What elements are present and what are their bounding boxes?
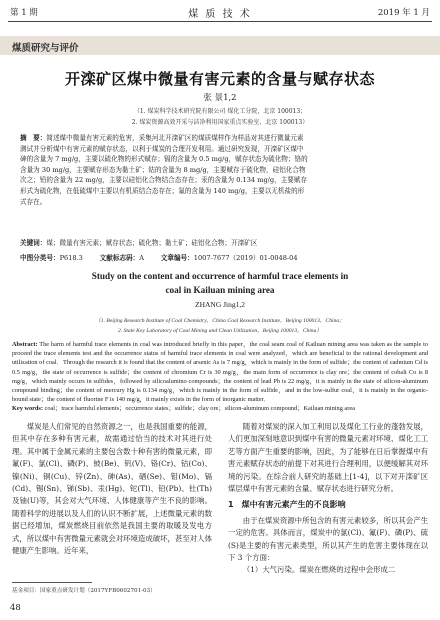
affiliation-en-1: （1. Beijing Research Institute of Coal Chemistry，China Coal Research Institute，Beijing 100013，China； [95, 318, 345, 324]
body-paragraph: 由于在煤炭资源中所包含的有害元素较多，所以其会产生一定的危害。具体而言，煤炭中的氯(Cl)、氟(F)、磷(P)、硫(S)是主要的有害元素类型，所以其产生的危害主要体现在以下 3 个方面： [228, 515, 428, 563]
section-label: 煤质研究与评价 [12, 43, 79, 54]
paper-title-en-line: coal in Kailuan mining area [165, 285, 275, 295]
header-date: 2019 年 1 月 [377, 8, 430, 18]
section-heading-1: 1 煤中有害元素产生的不良影响 [228, 500, 346, 510]
abstract-cn-line: 含量为 30 mg/g，主要赋存形态为黏土矿；钴的含量为 8 mg/g，主要赋存于硫化物，硅铝化合物 [20, 165, 306, 174]
abstract-en-label: Abstract: [12, 341, 38, 348]
body-paragraph: 煤炭是人们常见的自然资源之一，也是我国重要的能源，但其中存在多种有害元素，故需通过恰当的技术对其进行处理。其中属于金属元素的主要包含数十种有害的微量元素，即氟(F)、氯(Cl)、磷(P)、铍(Be)、钒(V)、铬(Cr)、钴(Co)、镍(Ni)、铜(Cu)、锌(Zn)、砷(As)、硒(Se)、钼(Mo)、镉(Cd)、锡(Sn)、锑(Sb)、汞(Hg)、铊(Tl)、铅(Pb)、钍(Th)及铀(U)等，其会对大气环境、人体健康等产生不良的影响。随着科学的进展以及人们的认识不断扩展，上述微量元素的数据已经增加，煤炭燃烧目前依然是我国主要的取暖及发电方式，所以煤中有害微量元素就会对环境造成破坏，甚至对人体健康产生影响。近年来， [12, 422, 212, 556]
body-column-right [228, 421, 428, 577]
footnote-funding: 基金项目：国家重点研发计划（2017YFB0602701-03） [12, 588, 156, 594]
author-en: ZHANG Jing1,2 [195, 300, 245, 309]
affiliation-cn-2: 2. 煤炭资源高效开采与洁净利用国家重点实验室，北京 100013） [131, 119, 309, 126]
body-paragraph: 随着对煤炭的深入加工利用以及煤化工行业的蓬勃发展，人们更加深刻地意识到煤中有害的微量元素对环境、煤化工工艺等方面产生重要的影响，因此，为了能够在日后掌握煤中有害元素赋存状态的前提下对其进行合理利用，以便缓解其对环境的污染。在综合前人研究的基础上[1-4]，以下对开滦矿区煤层煤中有害元素的含量、赋存状态进行研究分析。 [228, 422, 428, 494]
footnote-rule [12, 582, 92, 583]
article-id-value: 1007-7677（2019）01-0048-04 [193, 254, 298, 262]
doc-code-value: A [139, 254, 144, 262]
paper-title-cn: 开滦矿区煤中微量有害元素的含量与赋存状态 [64, 70, 375, 88]
article-id-label: 文章编号： [160, 254, 194, 262]
abstract-cn-line: 测试并分析煤中有害元素的赋存状态，以利于煤炭的合理开发利用。通过研究发现，开滦矿区煤中 [20, 144, 304, 153]
clc-label: 中图分类号： [20, 254, 60, 262]
header-rule [8, 21, 432, 22]
abstract-en-text: The harm of harmful trace elements in coal was introduced briefly in this paper，the coal seam coal of Kailuan mining area was taken as the sample to proceed the trace elements test and the occurrence status of harmful trace elements in coal were analyzed，which are beneficial to the rational development and utilization of coal．Through the research it is found that the content of arsenic As is 7 mg/g，which is mainly in the form of sulfide；the content of cadmium Cd is 0.5 mg/g，the state of occurrence is sulfide；the content of chromium Cr is 30 mg/g，the main form of occurrence is clay ore；the content of cobalt Co is 8 mg/g，which mainly occurs in sulfides，followed by silicoalumino compounds；the content of lead Pb is 22 mg/g，it is mainly in the state of silicon-aluminum compound binding；the content of mercury Hg is 0.134 mg/g，which is mainly in the form of sulfide，and in the low-sulfur coal，it is mainly in the organic-bound state；the content of fluorine F is 140 mg/g，it mainly exists in the form of inorganic matter． [12, 341, 428, 404]
abstract-cn-label: 摘 要： [20, 134, 47, 142]
clc-value: P618.3 [59, 254, 83, 262]
abstract-cn [20, 133, 420, 207]
header-issue: 第 1 期 [10, 8, 38, 18]
abstract-cn-line: 次之；铅的含量为 22 mg/g，主要以硅铝化合物结合态存在；汞的含量为 0.134 mg/g，主要赋存 [20, 176, 308, 185]
keywords-cn [20, 237, 420, 247]
abstract-en [12, 340, 428, 404]
keywords-en [12, 403, 428, 412]
body-paragraph: （1）大气污染。煤炭在燃烧的过程中会形成二 [242, 565, 396, 575]
abstract-cn-line: 简述煤中微量有害元素的危害，采集河北开滦矿区的煤质煤样作为样品对其进行微量元素 [46, 134, 304, 142]
keywords-en-text: coal；trace harmful elements；occurrence states；sulfide；clay ore；silicon-aluminum compound；Kailuan mining area [44, 405, 355, 412]
keywords-en-label: Key words: [12, 405, 43, 412]
paper-title-en-line: Study on the content and occurrence of harmful trace elements in [91, 271, 349, 281]
abstract-cn-line: 形式为硫化物，在低硫煤中主要以有机质结合态存在；氟的含量为 140 mg/g，主要以无机盐的形 [20, 186, 305, 195]
paper-title-en [0, 269, 440, 297]
affiliation-en-2: 2. State Key Laboratory of Coal Mining and Clean Utilization，Beijing 100013，China） [117, 328, 322, 334]
header-journal-title: 煤 质 技 术 [188, 9, 252, 20]
author-cn: 张 景1,2 [203, 93, 237, 103]
abstract-cn-line: 砷的含量为 7 mg/g，主要以硫化物的形式赋存；镉的含量为 0.5 mg/g，赋存状态为硫化物；铬的 [20, 155, 308, 164]
doc-code-label: 文献标志码： [99, 254, 140, 262]
keywords-cn-text: 煤；微量有害元素；赋存状态；硫化物；黏土矿；硅铝化合物；开滦矿区 [46, 239, 258, 247]
affiliation-cn-1: （1. 煤炭科学技术研究院有限公司 煤化工分院，北京 100013； [133, 108, 307, 115]
keywords-cn-label: 关键词： [20, 239, 47, 247]
body-column-left [12, 421, 212, 557]
abstract-cn-line: 式存在。 [20, 197, 47, 206]
page-number: 48 [10, 603, 21, 613]
classification-line [20, 252, 420, 262]
